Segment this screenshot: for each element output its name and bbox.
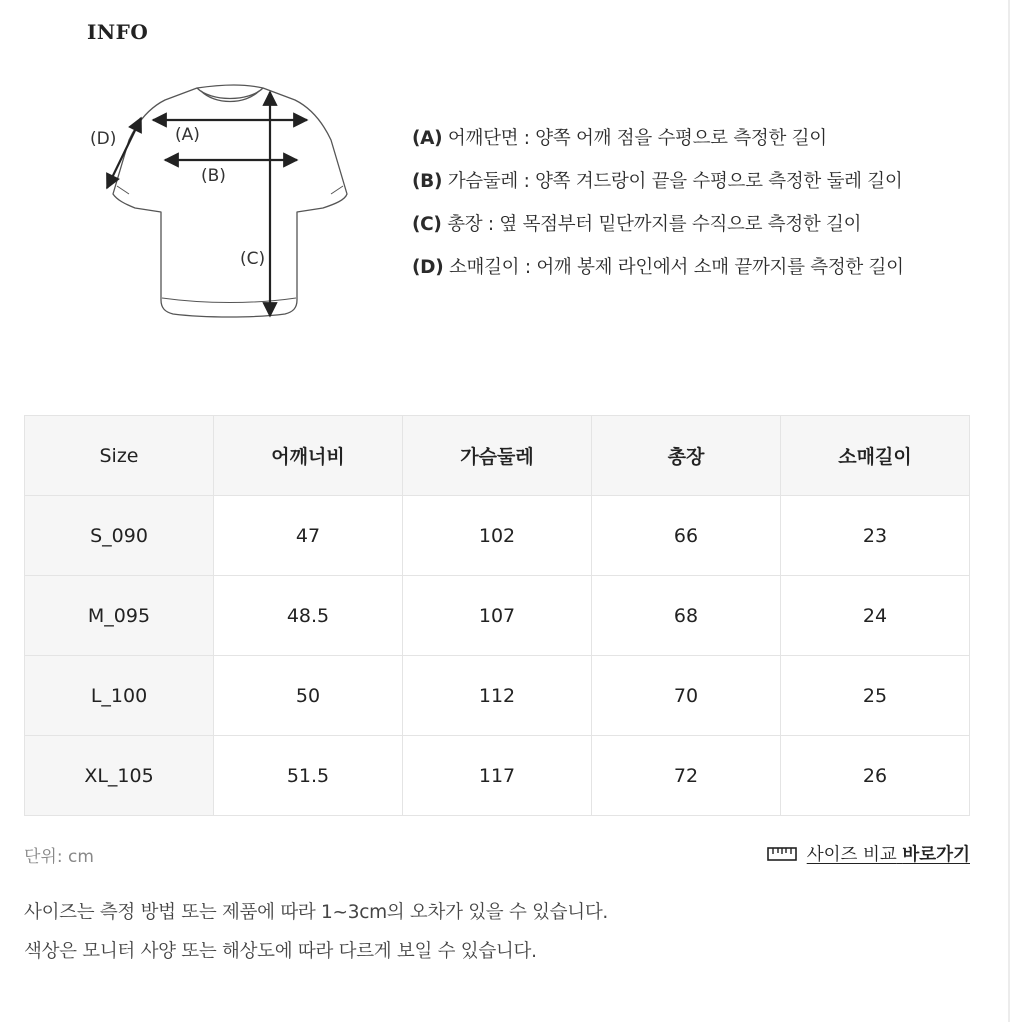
note-size-tolerance: 사이즈는 측정 방법 또는 제품에 따라 1~3cm의 오차가 있을 수 있습니다. bbox=[24, 902, 608, 923]
legend-key: (A) bbox=[412, 128, 443, 149]
header-chest: 가슴둘레 bbox=[403, 416, 592, 496]
cell-sleeve: 23 bbox=[781, 496, 970, 576]
notes bbox=[24, 900, 608, 978]
cell-shoulder: 51.5 bbox=[214, 736, 403, 816]
legend-key: (B) bbox=[412, 171, 443, 192]
note-color: 색상은 모니터 사양 또는 해상도에 따라 다르게 보일 수 있습니다. bbox=[24, 941, 537, 962]
table-row bbox=[25, 656, 970, 736]
legend-key: (C) bbox=[412, 214, 442, 235]
cell-length: 72 bbox=[592, 736, 781, 816]
legend-text: 소매길이 : 어깨 봉제 라인에서 소매 끝까지를 측정한 길이 bbox=[448, 257, 904, 278]
cell-size: S_090 bbox=[25, 496, 214, 576]
unit-label: 단위: cm bbox=[24, 847, 94, 867]
size-compare-text[interactable] bbox=[807, 841, 970, 866]
header-size: Size bbox=[25, 416, 214, 496]
tshirt-diagram bbox=[85, 78, 360, 328]
cell-chest: 102 bbox=[403, 496, 592, 576]
label-a: (A) bbox=[175, 125, 200, 145]
header-shoulder: 어깨너비 bbox=[214, 416, 403, 496]
legend-key: (D) bbox=[412, 257, 444, 278]
cell-chest: 107 bbox=[403, 576, 592, 656]
label-b: (B) bbox=[201, 166, 226, 186]
label-c: (C) bbox=[240, 249, 266, 269]
compare-label: 사이즈 비교 bbox=[806, 845, 897, 865]
legend-item-a bbox=[412, 124, 972, 167]
cell-size: XL_105 bbox=[25, 736, 214, 816]
legend-text: 총장 : 옆 목점부터 밑단까지를 수직으로 측정한 길이 bbox=[447, 214, 862, 235]
legend-text: 가슴둘레 : 양쪽 겨드랑이 끝을 수평으로 측정한 둘레 길이 bbox=[447, 171, 903, 192]
table-row bbox=[25, 736, 970, 816]
cell-shoulder: 47 bbox=[214, 496, 403, 576]
table-header-row bbox=[25, 416, 970, 496]
label-d: (D) bbox=[90, 129, 117, 149]
cell-sleeve: 26 bbox=[781, 736, 970, 816]
legend-item-c bbox=[412, 210, 972, 253]
table-row bbox=[25, 576, 970, 656]
legend-item-b bbox=[412, 167, 972, 210]
cell-length: 66 bbox=[592, 496, 781, 576]
cell-sleeve: 24 bbox=[781, 576, 970, 656]
cell-length: 70 bbox=[592, 656, 781, 736]
cell-chest: 117 bbox=[403, 736, 592, 816]
info-title: INFO bbox=[87, 20, 149, 44]
size-compare-link[interactable] bbox=[767, 841, 970, 866]
cell-shoulder: 48.5 bbox=[214, 576, 403, 656]
header-length: 총장 bbox=[592, 416, 781, 496]
cell-length: 68 bbox=[592, 576, 781, 656]
legend-text: 어깨단면 : 양쪽 어깨 점을 수평으로 측정한 길이 bbox=[447, 128, 827, 149]
measure-lines bbox=[107, 92, 307, 316]
cell-size: L_100 bbox=[25, 656, 214, 736]
cell-sleeve: 25 bbox=[781, 656, 970, 736]
cell-shoulder: 50 bbox=[214, 656, 403, 736]
table-row bbox=[25, 496, 970, 576]
compare-go: 바로가기 bbox=[902, 845, 970, 865]
size-table bbox=[24, 415, 970, 816]
legend-item-d bbox=[412, 253, 972, 296]
measurement-legend bbox=[412, 124, 972, 296]
ruler-icon bbox=[767, 846, 797, 862]
cell-chest: 112 bbox=[403, 656, 592, 736]
cell-size: M_095 bbox=[25, 576, 214, 656]
header-sleeve: 소매길이 bbox=[781, 416, 970, 496]
